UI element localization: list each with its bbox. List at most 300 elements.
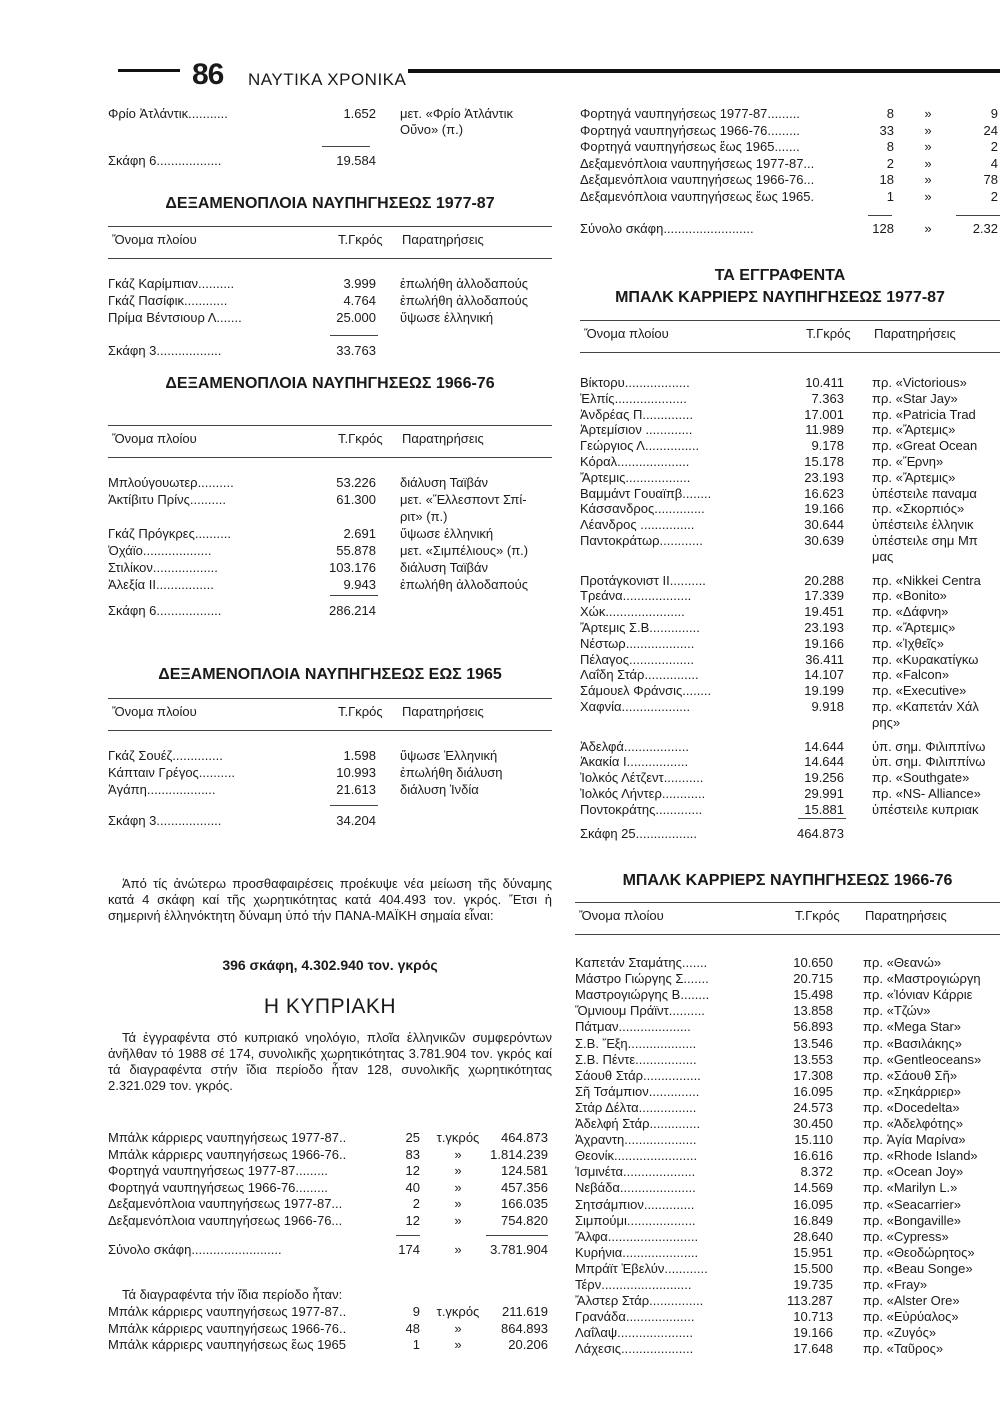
tankers_7787-remarks: ἐπωλήθη ἀλλοδαπούς — [400, 293, 528, 308]
bulk_6676-row — [575, 1148, 1000, 1164]
bulk_6676-ship-name: Λαΐλαψ..................... — [575, 1325, 694, 1341]
tankers_65-grt: 1.598 — [343, 748, 376, 763]
bulk_7787-remarks: πρ. «Southgate» — [872, 770, 970, 786]
left-top-total-grt: 19.584 — [336, 153, 376, 168]
tankers_65-column-header: Παρατηρήσεις — [402, 704, 484, 719]
bulk_6676-remarks: πρ. «Ταῦρος» — [863, 1341, 944, 1357]
bulk_7787-grt: 19.166 — [804, 501, 844, 517]
tankers_6676-remarks: ἐπωλήθη ἀλλοδαπούς — [400, 577, 528, 592]
bulk_7787-grt: 17.001 — [804, 406, 844, 422]
bulk_7787-remarks: πρ. «Ἄρτεμις» — [872, 469, 956, 485]
summary-label: Μπάλκ κάρριερς ναυπηγήσεως 1966-76.. — [108, 1320, 347, 1336]
bulk_7787-remarks: πρ. «NS- Alliance» — [872, 786, 981, 801]
bulk_7787-grt: 29.991 — [804, 786, 844, 801]
bulk_7787-ship-name: Σάμουελ Φράνσις........ — [580, 683, 712, 699]
bulk_7787-remarks: πρ. «Καπετάν Χάλ — [872, 699, 979, 714]
summary-row — [108, 1337, 552, 1353]
bulk_7787-remarks: πρ. «Star Jay» — [872, 390, 958, 406]
bulk_6676-grt: 15.951 — [793, 1244, 833, 1260]
bulk_7787-row — [580, 517, 1000, 533]
tankers_6676-remarks: διάλυση Ταϊβάν — [400, 560, 488, 575]
bulk_6676-remarks: πρ. «Θεανώ» — [863, 955, 942, 970]
bulk_6676-grt: 17.648 — [793, 1341, 833, 1357]
cyprus-total-count: 174 — [398, 1242, 420, 1257]
bulk_7787-ship-name: Ἀδελφά.................. — [580, 738, 689, 754]
summary-count: 25 — [405, 1130, 420, 1145]
summary-count: 1 — [412, 1337, 420, 1352]
summary-row — [108, 1304, 552, 1320]
bulk_6676-row — [575, 1180, 1000, 1196]
cyprus-sum-rule-value — [486, 1235, 548, 1236]
bulk_6676-grt: 15.498 — [793, 987, 833, 1003]
bulk_6676-column-header: Ὄνομα πλοίου — [579, 908, 664, 923]
bulk_7787-remarks: πρ. «Ἰχθεῖς» — [872, 635, 944, 651]
right-summary-label: Δεξαμενόπλοια ναυπηγήσεως 1977-87... — [580, 155, 815, 171]
bulk_6676-row — [575, 1052, 1000, 1068]
bulk_6676-row — [575, 1325, 1000, 1341]
bulk_6676-grt: 19.735 — [793, 1277, 833, 1292]
tankers_6676-title: ΔΕΞΑΜΕΝΟΠΛΟΙΑ ΝΑΥΠΗΓΗΣΕΩΣ 1966-76 — [165, 375, 495, 392]
tankers_7787-column-header: Τ.Γκρός — [338, 232, 383, 247]
bulk-1977-87-title-2: ΜΠΑΛΚ ΚΑΡΡΙΕΡΣ ΝΑΥΠΗΓΗΣΕΩΣ 1977-87 — [615, 289, 945, 306]
bulk_7787-row — [580, 802, 1000, 818]
right-summary-count: 1 — [886, 188, 894, 204]
bulk_7787-ship-name: Νέστωρ................... — [580, 635, 695, 651]
bulk_7787-remarks: ὑπέστειλε ἑλληνικ — [872, 517, 974, 533]
summary-row — [108, 1196, 552, 1212]
summary-label: Φορτηγά ναυπηγήσεως 1966-76......... — [108, 1179, 328, 1195]
summary-row — [108, 1213, 552, 1229]
summary-row — [108, 1163, 552, 1179]
tankers_6676-row — [108, 492, 552, 508]
left-top-remarks: Οὔνο» (π.) — [400, 122, 464, 137]
cyprus-total-label: Σύνολο σκάφη......................... — [108, 1242, 282, 1257]
bulk_6676-header-rule-bottom — [575, 934, 1000, 935]
bulk_7787-ship-name: Ἄρτεμις.................. — [580, 469, 691, 485]
bulk_7787-grt: 14.644 — [804, 754, 844, 770]
bulk_6676-column-header: Τ.Γκρός — [795, 908, 840, 923]
bulk_6676-remarks: πρ. «Alster Ore» — [863, 1293, 960, 1309]
bulk_7787-total-label: Σκάφη 25................. — [580, 826, 698, 841]
tankers_6676-remarks: ριτ» (π.) — [400, 509, 448, 524]
bulk_6676-ship-name: Νεβάδα..................... — [575, 1180, 696, 1196]
tankers_65-remarks: διάλυση Ἰνδία — [400, 782, 479, 797]
bulk_7787-ship-name: Παντοκράτωρ............ — [580, 533, 703, 548]
bulk_7787-row — [580, 652, 1000, 668]
right-summary-unit: » — [924, 122, 932, 138]
right-total-label: Σύνολο σκάφη......................... — [580, 221, 754, 236]
tankers_7787-header-rule-bottom — [108, 258, 552, 259]
bulk_6676-row — [575, 1068, 1000, 1084]
right-summary-value: 2 — [990, 188, 998, 204]
bulk_6676-grt: 19.166 — [793, 1325, 833, 1341]
tankers_6676-total-grt: 286.214 — [329, 603, 376, 618]
left-top-ship-name: Φρίο Ἀτλάντικ........... — [108, 106, 228, 121]
summary-count: 9 — [412, 1304, 420, 1319]
summary-row — [108, 1147, 552, 1163]
tankers_7787-total-row — [108, 343, 552, 359]
bulk_6676-row — [575, 1003, 1000, 1019]
summary-count: 12 — [405, 1212, 420, 1228]
bulk_7787-ship-name: Ποντοκράτης............. — [580, 801, 703, 817]
right-total-count: 128 — [872, 221, 894, 236]
bulk_7787-remarks: πρ. «Κυρακατίγκω — [872, 651, 979, 667]
tankers_65-remarks: ἐπωλήθη διάλυση — [400, 765, 503, 780]
tankers_6676-row — [108, 543, 552, 559]
summary-unit: τ.γκρός — [436, 1130, 480, 1145]
header-rule-left — [118, 69, 180, 72]
bulk_6676-row — [575, 1084, 1000, 1100]
right-summary-value: 9 — [990, 106, 998, 121]
header-rule-right — [408, 69, 1000, 73]
right-summary-value: 4 — [990, 155, 998, 171]
summary-count: 48 — [405, 1320, 420, 1336]
tankers_6676-column-header: Τ.Γκρός — [338, 431, 383, 446]
tankers_6676-grt: 55.878 — [336, 543, 376, 558]
tankers_7787-ship-name: Πρίμα Βέντσιουρ Λ....... — [108, 310, 242, 325]
tankers_7787-column-header: Παρατηρήσεις — [402, 232, 484, 247]
right-summary-value: 24 — [983, 122, 998, 138]
bulk-1977-87-title-1: ΤΑ ΕΓΓΡΑΦΕΝΤΑ — [714, 267, 846, 284]
bulk_6676-grt: 30.450 — [793, 1116, 833, 1131]
tankers_7787-column-header: Ὄνομα πλοίου — [112, 232, 197, 247]
bulk_7787-ship-name: Κόραλ.................... — [580, 454, 690, 469]
cyprus-total-value: 3.781.904 — [490, 1242, 548, 1257]
tankers_6676-ship-name: Γκάζ Πρόγκρες.......... — [108, 526, 231, 541]
bulk_6676-remarks: πρ. «Bongaville» — [863, 1212, 962, 1228]
tankers_7787-grt: 25.000 — [336, 310, 376, 325]
bulk_7787-row — [580, 786, 1000, 802]
left-top-row — [108, 106, 552, 122]
right-summary-count: 33 — [879, 122, 894, 138]
summary-unit: » — [454, 1196, 462, 1211]
cyprus-sum-rule-count — [396, 1235, 420, 1236]
summary-total: 396 σκάφη, 4.302.940 τον. γκρός — [222, 957, 438, 973]
tankers_7787-sum-rule — [330, 335, 378, 336]
bulk_6676-grt: 14.569 — [793, 1180, 833, 1196]
bulk_6676-row — [575, 1277, 1000, 1293]
bulk_6676-ship-name: Σῆ Τσάμπιον.............. — [575, 1083, 700, 1099]
bulk_6676-grt: 24.573 — [793, 1099, 833, 1115]
bulk_6676-row — [575, 1100, 1000, 1116]
tankers_65-grt: 10.993 — [336, 765, 376, 780]
tankers_7787-grt: 4.764 — [343, 293, 376, 308]
bulk_6676-remarks: πρ. Ἁγία Μαρίνα» — [863, 1132, 966, 1148]
tankers_6676-row — [108, 475, 552, 491]
right-summary-count: 18 — [879, 172, 894, 187]
bulk_6676-row — [575, 1309, 1000, 1325]
bulk_7787-ship-name: Κάσσανδρος.............. — [580, 501, 705, 517]
right-summary-count: 8 — [886, 139, 894, 154]
bulk_6676-row — [575, 971, 1000, 987]
bulk_7787-grt: 11.989 — [805, 422, 844, 438]
bulk_7787-row — [580, 588, 1000, 604]
left-top-total-label: Σκάφη 6.................. — [108, 153, 222, 168]
right-summary-row — [580, 172, 1000, 188]
tankers_65-total-label: Σκάφη 3.................. — [108, 813, 222, 828]
bulk_6676-ship-name: Σ.Β. Πέντε................. — [575, 1051, 697, 1067]
right-summary-label: Φορτηγά ναυπηγήσεως 1977-87......... — [580, 106, 800, 121]
bulk_7787-grt: 15.178 — [804, 454, 844, 469]
bulk_6676-row — [575, 1036, 1000, 1052]
tankers_7787-row — [108, 293, 552, 309]
right-sum-rule-value — [956, 215, 1000, 216]
bulk_7787-remarks: ὑπέστειλε κυπριακ — [872, 801, 979, 817]
bulk_7787-grt: 19.451 — [804, 604, 844, 620]
bulk_6676-ship-name: Μπράϊτ Ἐβελύν............ — [575, 1260, 708, 1276]
bulk_7787-row — [580, 739, 1000, 755]
right-summary-label: Δεξαμενόπλοια ναυπηγήσεως 1966-76... — [580, 172, 815, 187]
tankers_7787-total-label: Σκάφη 3.................. — [108, 343, 222, 358]
tankers_65-title: ΔΕΞΑΜΕΝΟΠΛΟΙΑ ΝΑΥΠΗΓΗΣΕΩΣ ΕΩΣ 1965 — [158, 666, 502, 683]
bulk_6676-ship-name: Πάτμαν.................... — [575, 1019, 691, 1035]
bulk_7787-remarks: ὑπ. σημ. Φιλιππίνω — [872, 754, 986, 770]
bulk_7787-row — [580, 754, 1000, 770]
bulk_6676-remarks: πρ. «Docedelta» — [863, 1099, 960, 1115]
bulk_7787-remarks: πρ. «Σκορπιός» — [872, 501, 965, 517]
bulk_7787-row — [580, 533, 1000, 549]
bulk_6676-grt: 28.640 — [793, 1228, 833, 1244]
tankers_65-grt: 21.613 — [336, 782, 376, 797]
right-summary-unit: » — [924, 139, 932, 154]
bulk_7787-row — [580, 636, 1000, 652]
bulk_6676-ship-name: Μάστρο Γιώργης Σ....... — [575, 971, 709, 987]
bulk_7787-grt: 30.639 — [804, 533, 844, 548]
left-top-remarks: μετ. «Φρίο Ἀτλάντικ — [400, 106, 514, 121]
bulk_7787-ship-name: Ἰολκός Λήντερ............ — [580, 786, 706, 801]
tankers_6676-remarks: διάλυση Ταϊβάν — [400, 475, 488, 490]
bulk_7787-sum-rule — [798, 818, 846, 819]
left-top-sum-rule — [322, 146, 370, 147]
bulk_6676-remarks: πρ. «Beau Songe» — [863, 1260, 973, 1276]
bulk_6676-remarks: πρ. «Μαστρογιώργη — [863, 971, 981, 987]
summary-unit: » — [454, 1163, 462, 1178]
right-summary-count: 8 — [886, 106, 894, 121]
bulk_6676-grt: 20.715 — [793, 971, 833, 987]
bulk_6676-grt: 13.546 — [793, 1035, 833, 1051]
right-summary-count: 2 — [886, 155, 894, 171]
summary-value: 457.356 — [501, 1179, 548, 1195]
summary-count: 83 — [405, 1146, 420, 1162]
summary-label: Φορτηγά ναυπηγήσεως 1977-87......... — [108, 1163, 328, 1178]
summary-row — [108, 1321, 552, 1337]
bulk_7787-total-grt: 464.873 — [797, 826, 844, 841]
bulk_6676-grt: 113.287 — [786, 1293, 833, 1309]
right-summary-row — [580, 156, 1000, 172]
bulk_6676-grt: 16.095 — [793, 1196, 833, 1212]
right-summary-row — [580, 139, 1000, 155]
bulk_7787-ship-name: Ἰολκός Λέτζεντ........... — [580, 770, 704, 786]
bulk_7787-row — [580, 407, 1000, 423]
bulk_7787-remarks: πρ. «Falcon» — [872, 667, 950, 683]
tankers_6676-row — [108, 577, 552, 593]
bulk_7787-ship-name: Βαμμάντ Γουαϊπβ........ — [580, 485, 712, 501]
bulk_7787-grt: 19.166 — [804, 635, 844, 651]
summary-label: Δεξαμενόπλοια ναυπηγήσεως 1977-87... — [108, 1196, 343, 1211]
bulk_6676-ship-name: Σ.Β. Ἔξη................... — [575, 1035, 697, 1051]
tankers_7787-row — [108, 310, 552, 326]
tankers_6676-ship-name: Στιλίκον.................. — [108, 560, 218, 575]
summary-unit: τ.γκρός — [436, 1304, 480, 1319]
right-summary-unit: » — [924, 188, 932, 204]
right-total-row — [580, 221, 1000, 237]
summary-count: 12 — [405, 1163, 420, 1178]
bulk_7787-ship-name: Γεώργιος Λ............... — [580, 438, 700, 454]
bulk_6676-ship-name: Σητσάμπιον.............. — [575, 1196, 695, 1212]
bulk_6676-grt: 16.095 — [793, 1083, 833, 1099]
tankers_6676-grt: 2.691 — [343, 526, 376, 541]
bulk_7787-row — [580, 454, 1000, 470]
bulk_7787-remarks: πρ. «Ἄρτεμις» — [872, 620, 956, 635]
bulk_6676-row — [575, 1261, 1000, 1277]
tankers_6676-grt: 61.300 — [336, 492, 376, 507]
cyprus-intro: Τά ἐγγραφέντα στό κυπριακό νηολόγιο, πλοῖα ἑλληνικῶν συμφερόντων ἀνῆλθαν τό 1988 σέ 174, συνολικῆς χωρητικότητας 3.781.904 τον. γκρός καί τά διαγραφέντα στήν ἴδια περίοδο ἦταν 128, συνολικῆς χωρητικότητας 2.321.029 τον. γκρός. — [108, 1030, 552, 1093]
bulk_7787-row — [580, 573, 1000, 589]
bulk_6676-ship-name: Σιμπούμι................... — [575, 1212, 696, 1228]
cyprus-total-unit: » — [454, 1242, 462, 1257]
bulk_6676-grt: 56.893 — [793, 1019, 833, 1035]
summary-row — [108, 1130, 552, 1146]
tankers_65-sum-rule — [330, 805, 378, 806]
bulk_7787-grt: 9.918 — [811, 699, 844, 714]
summary-value: 124.581 — [501, 1163, 548, 1178]
bulk_7787-grt: 30.644 — [804, 517, 844, 533]
bulk_7787-row — [580, 667, 1000, 683]
bulk_6676-ship-name: Λάχεσις.................... — [575, 1341, 694, 1357]
tankers_6676-row — [108, 526, 552, 542]
bulk_7787-ship-name: Λέανδρος ............... — [580, 517, 695, 533]
bulk_7787-remarks: πρ. «Δάφνη» — [872, 604, 949, 620]
bulk_7787-grt: 9.178 — [811, 438, 844, 454]
left-top-grt: 1.652 — [343, 106, 376, 121]
summary-unit: » — [454, 1320, 462, 1336]
bulk_7787-grt: 14.107 — [804, 667, 844, 683]
bulk_7787-row — [580, 501, 1000, 517]
tankers_6676-row — [108, 560, 552, 576]
bulk_7787-ship-name: Πέλαγος.................. — [580, 651, 695, 667]
tankers_6676-remarks: μετ. «Ἕλλεσποντ Σπί- — [400, 492, 527, 507]
bulk_7787-row — [580, 470, 1000, 486]
bulk_6676-ship-name: Ὅμνιουμ Πράϊντ.......... — [575, 1003, 705, 1019]
bulk_7787-ship-name: Ἀκακία Ι................. — [580, 754, 689, 770]
bulk_7787-grt: 7.363 — [811, 390, 844, 406]
bulk_6676-grt: 16.849 — [793, 1212, 833, 1228]
tankers_7787-header-rule-top — [108, 226, 552, 227]
bulk_7787-row — [580, 391, 1000, 407]
tankers_6676-row — [108, 509, 552, 525]
summary-count: 2 — [412, 1196, 420, 1211]
journal-title: ΝΑΥΤΙΚΑ ΧΡΟΝΙΚΑ — [248, 70, 407, 89]
right-summary-value: 2 — [990, 139, 998, 154]
tankers_65-total-row — [108, 813, 552, 829]
right-summary-unit: » — [924, 172, 932, 187]
bulk_7787-ship-name: Ἀνδρέας Π.............. — [580, 406, 693, 422]
summary-value: 20.206 — [508, 1337, 548, 1352]
summary-count: 40 — [405, 1179, 420, 1195]
bulk_7787-grt: 36.411 — [805, 651, 844, 667]
summary-value: 166.035 — [501, 1196, 548, 1211]
right-summary-label: Φορτηγά ναυπηγήσεως 1966-76......... — [580, 122, 800, 138]
bulk_6676-remarks: πρ. «Cypress» — [863, 1228, 949, 1244]
bulk_6676-row — [575, 1245, 1000, 1261]
bulk_7787-remarks: ὑπέστειλε σημ Μπ — [872, 533, 978, 548]
summary-value: 464.873 — [501, 1130, 548, 1145]
bulk_7787-total-row — [580, 826, 1000, 842]
bulk_7787-grt: 23.193 — [804, 469, 844, 485]
bulk_7787-row — [580, 620, 1000, 636]
bulk_7787-header-rule-bottom — [580, 352, 1000, 353]
summary-label: Δεξαμενόπλοια ναυπηγήσεως 1966-76... — [108, 1212, 343, 1228]
bulk_7787-grt: 23.193 — [804, 620, 844, 635]
bulk_6676-grt: 10.650 — [793, 955, 833, 970]
bulk_6676-ship-name: Στάρ Δέλτα................ — [575, 1099, 697, 1115]
bulk_7787-ship-name: Λαΐδη Στάρ............... — [580, 667, 699, 683]
tankers_7787-grt: 3.999 — [343, 276, 376, 291]
bulk_6676-row — [575, 1229, 1000, 1245]
tankers_65-ship-name: Γκάζ Σουέζ.............. — [108, 748, 223, 763]
bulk_6676-row — [575, 1019, 1000, 1035]
bulk_7787-remarks: πρ. «Ἔρνη» — [872, 454, 944, 469]
bulk_7787-ship-name: Τρεάνα................... — [580, 588, 692, 604]
bulk_6676-title: ΜΠΑΛΚ ΚΑΡΡΙΕΡΣ ΝΑΥΠΗΓΗΣΕΩΣ 1966-76 — [622, 872, 953, 889]
tankers_6676-grt: 9.943 — [343, 577, 376, 592]
summary-unit: » — [454, 1179, 462, 1195]
right-sum-rule-count — [868, 215, 892, 216]
summary-unit: » — [454, 1337, 462, 1352]
cyprus-deleted-intro: Τά διαγραφέντα τήν ἴδια περίοδο ἦταν: — [122, 1287, 343, 1302]
tankers_7787-remarks: ἐπωλήθη ἀλλοδαπούς — [400, 276, 528, 291]
bulk_7787-grt: 15.881 — [804, 801, 844, 817]
bulk_7787-ship-name: Βίκτορυ.................. — [580, 375, 690, 390]
bulk_6676-row — [575, 1293, 1000, 1309]
tankers_7787-row — [108, 276, 552, 292]
bulk_6676-ship-name: Ἰσμινέτα.................... — [575, 1164, 696, 1180]
bulk_6676-row — [575, 1213, 1000, 1229]
bulk_6676-row — [575, 1164, 1000, 1180]
tankers_65-column-header: Τ.Γκρός — [338, 704, 383, 719]
bulk_6676-ship-name: Μαστρογιώργης Β........ — [575, 987, 710, 1003]
tankers_6676-header-rule-bottom — [108, 457, 552, 458]
left-top-row — [108, 122, 552, 138]
tankers_65-row — [108, 782, 552, 798]
tankers_65-header-rule-bottom — [108, 730, 552, 731]
bulk_7787-row — [580, 770, 1000, 786]
bulk_7787-row — [580, 683, 1000, 699]
tankers_6676-column-header: Παρατηρήσεις — [402, 431, 484, 446]
bulk_7787-remarks: ρης» — [872, 714, 901, 730]
bulk_6676-remarks: πρ. «Ocean Joy» — [863, 1164, 964, 1180]
tankers_65-column-header: Ὄνομα πλοίου — [112, 704, 197, 719]
bulk_6676-ship-name: Γρανάδα................... — [575, 1309, 695, 1325]
cyprus-total-row — [108, 1242, 552, 1258]
bulk_7787-row — [580, 486, 1000, 502]
left-top-total-row — [108, 153, 552, 169]
tankers_65-row — [108, 748, 552, 764]
bulk_7787-ship-name: Χώκ...................... — [580, 604, 685, 620]
bulk_6676-ship-name: Ἀχραντη.................... — [575, 1132, 697, 1148]
summary-label: Μπάλκ κάρριερς ναυπηγήσεως 1977-87.. — [108, 1130, 347, 1145]
summary-value: 1.814.239 — [490, 1146, 548, 1162]
bulk_6676-ship-name: Σάουθ Στάρ................ — [575, 1067, 701, 1083]
tankers_6676-ship-name: Μπλούγουωτερ.......... — [108, 475, 234, 490]
bulk_7787-grt: 20.288 — [804, 572, 844, 588]
summary-value: 211.619 — [501, 1304, 548, 1319]
bulk_7787-ship-name: Ἄρτεμις Σ.Β.............. — [580, 620, 700, 635]
summary-value: 864.893 — [501, 1320, 548, 1336]
bulk_6676-remarks: πρ. «Ἀδελφότης» — [863, 1116, 964, 1131]
bulk_7787-remarks: ὑπ. σημ. Φιλιππίνω — [872, 738, 986, 754]
summary-unit: » — [454, 1212, 462, 1228]
